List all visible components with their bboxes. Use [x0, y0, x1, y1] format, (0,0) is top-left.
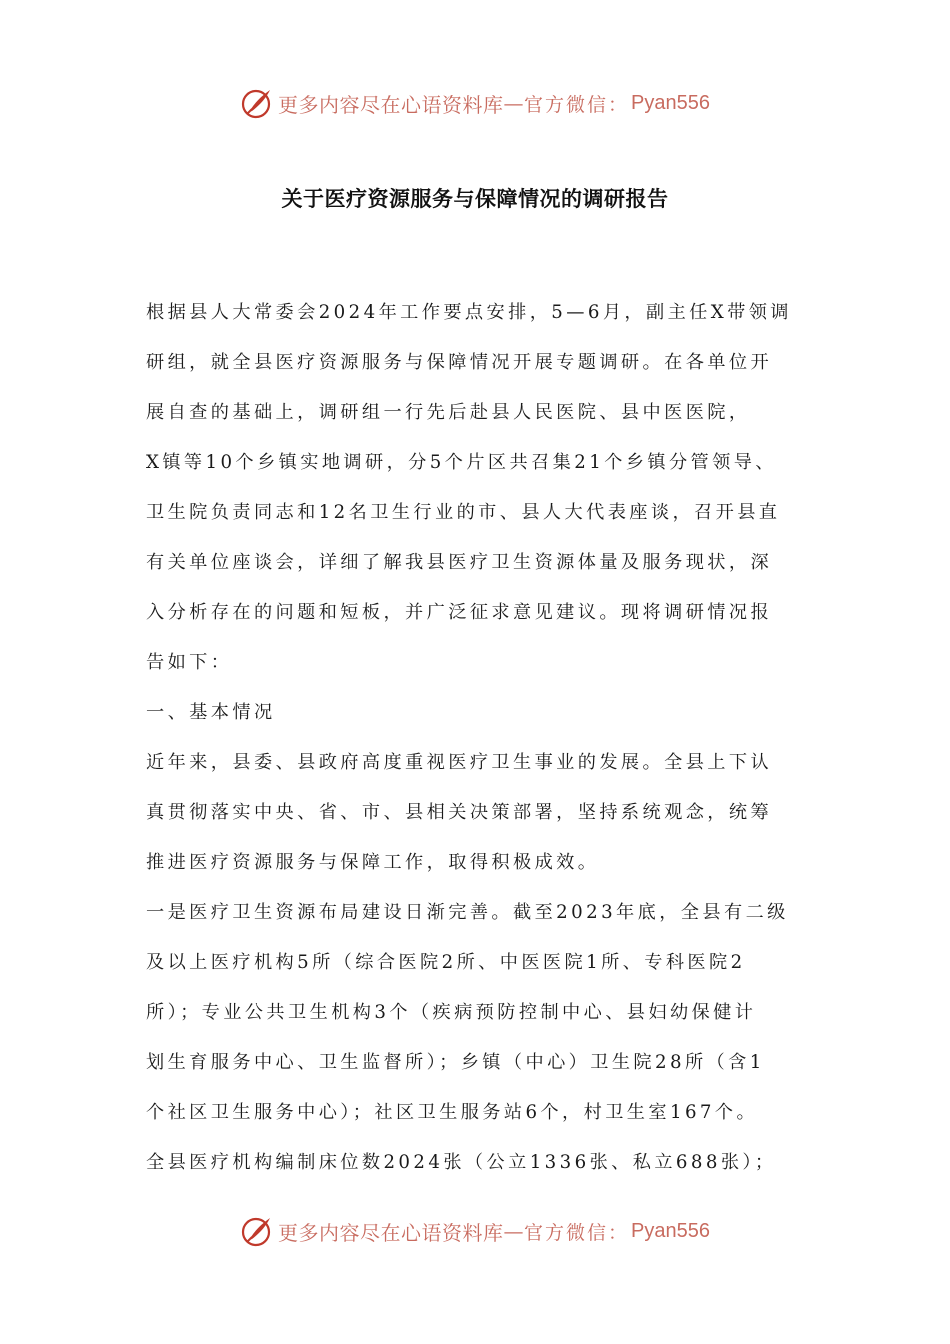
- body-line: 展自查的基础上，调研组一行先后赴县人民医院、县中医医院，: [146, 402, 751, 423]
- watermark-wechat-id: Pyan556: [631, 1219, 710, 1242]
- quill-logo-icon: [240, 86, 274, 120]
- body-line: 入分析存在的问题和短板，并广泛征求意见建议。现将调研情况报: [146, 602, 773, 623]
- watermark-wechat-label: 官方微信：: [524, 1221, 630, 1244]
- watermark-banner-bottom: [0, 1211, 950, 1251]
- body-line: 研组，就全县医疗资源服务与保障情况开展专题调研。在各单位开: [146, 352, 773, 373]
- body-line: 推进医疗资源服务与保障工作，取得积极成效。: [146, 852, 600, 873]
- body-line: 个社区卫生服务中心）；社区卫生服务站6个，村卫生室167个。: [146, 1102, 759, 1123]
- body-line: 根据县人大常委会2024年工作要点安排，5—6月，副主任X带领调: [146, 302, 792, 323]
- body-line: 全县医疗机构编制床位数2024张（公立1336张、私立688张）；: [146, 1152, 777, 1173]
- watermark-brand-text: 更多内容尽在心语资料库: [278, 1220, 504, 1245]
- body-line: 一是医疗卫生资源布局建设日渐完善。截至2023年底，全县有二级: [146, 902, 789, 923]
- body-line: X镇等10个乡镇实地调研，分5个片区共召集21个乡镇分管领导、: [146, 452, 777, 473]
- body-line: 卫生院负责同志和12名卫生行业的市、县人大代表座谈，召开县直: [146, 502, 781, 523]
- body-line: 划生育服务中心、卫生监督所）；乡镇（中心）卫生院28所（含1: [146, 1052, 765, 1073]
- body-line: 真贯彻落实中央、省、市、县相关决策部署，坚持系统观念，统筹: [146, 802, 773, 823]
- body-line: 有关单位座谈会，详细了解我县医疗卫生资源体量及服务现状，深: [146, 552, 773, 573]
- watermark-wechat-id: Pyan556: [631, 91, 710, 114]
- body-line: 告如下：: [146, 652, 233, 673]
- watermark-brand-text: 更多内容尽在心语资料库: [278, 92, 504, 117]
- body-line: 所）；专业公共卫生机构3个（疾病预防控制中心、县妇幼保健计: [146, 1002, 757, 1023]
- watermark-wechat-label: 官方微信：: [524, 93, 630, 116]
- body-line: 及以上医疗机构5所（综合医院2所、中医医院1所、专科医院2: [146, 952, 746, 973]
- quill-logo-icon: [240, 1214, 274, 1248]
- watermark-banner-top: [0, 83, 950, 123]
- document-body: [146, 290, 810, 1190]
- watermark-dash: —: [503, 1219, 524, 1243]
- body-line: 近年来，县委、县政府高度重视医疗卫生事业的发展。全县上下认: [146, 752, 773, 773]
- document-title: 关于医疗资源服务与保障情况的调研报告: [281, 187, 669, 211]
- watermark-dash: —: [503, 91, 524, 115]
- section-heading: 一、基本情况: [146, 702, 276, 723]
